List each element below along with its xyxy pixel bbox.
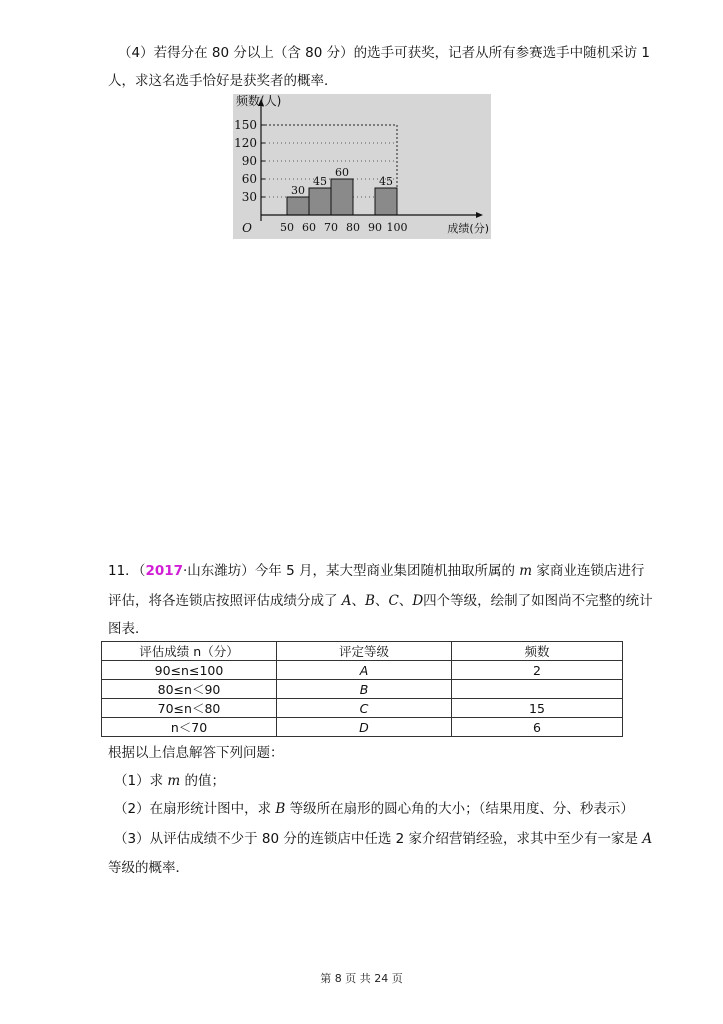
- table-cell: 2: [452, 661, 623, 680]
- x-tick-label: 60: [302, 221, 316, 234]
- x-tick-label: 90: [368, 221, 382, 234]
- table-header: 评估成绩 n（分）: [102, 642, 277, 661]
- table-cell: n＜70: [102, 718, 277, 737]
- grade-table: [101, 641, 623, 737]
- q11-line-1: 11．（2017·山东潍坊）今年 5 月，某大型商业集团随机抽取所属的 m 家商业连锁店进行: [108, 563, 645, 579]
- table-row: [102, 680, 623, 699]
- table-cell: 15: [452, 699, 623, 718]
- y-axis-title: 频数(人): [236, 94, 282, 108]
- y-tick-label: 30: [241, 190, 257, 204]
- histogram-bar: [287, 197, 309, 215]
- x-tick-label: 70: [324, 221, 338, 234]
- x-tick-label: 80: [346, 221, 360, 234]
- q11-part-3-cont: 等级的概率．: [108, 860, 189, 876]
- bar-value-label: 45: [379, 175, 393, 188]
- table-cell: [452, 680, 623, 699]
- q11-intro: 根据以上信息解答下列问题：: [108, 745, 284, 761]
- table-cell: 90≤n≤100: [102, 661, 277, 680]
- page-footer: 第 8 页 共 24 页: [320, 972, 403, 985]
- histogram-bar: [375, 188, 397, 215]
- q11-part-2: （2）在扇形统计图中，求 B 等级所在扇形的圆心角的大小；（结果用度、分、秒表示）: [114, 801, 634, 817]
- q11-line-2: 评估，将各连锁店按照评估成绩分成了 A、B、C、D四个等级，绘制了如图尚不完整的统计: [108, 593, 653, 609]
- table-cell: 70≤n＜80: [102, 699, 277, 718]
- table-row: [102, 699, 623, 718]
- table-header: 评定等级: [277, 642, 452, 661]
- x-tick-label: 100: [386, 221, 408, 234]
- x-axis-arrow: [476, 212, 483, 218]
- x-tick-label: 50: [280, 221, 294, 234]
- y-tick-label: 120: [234, 136, 257, 150]
- table-cell: 80≤n＜90: [102, 680, 277, 699]
- x-axis-title: 成绩(分): [447, 222, 489, 235]
- q11-part-1: （1）求 m 的值；: [114, 773, 225, 789]
- bar-value-label: 60: [335, 166, 349, 179]
- table-cell: B: [277, 680, 452, 699]
- histogram-chart: [233, 94, 491, 239]
- y-tick-label: 60: [241, 172, 257, 186]
- table-cell: 6: [452, 718, 623, 737]
- bar-value-label: 30: [291, 184, 305, 197]
- origin-label: O: [242, 221, 252, 235]
- histogram-bar: [331, 179, 353, 215]
- y-tick-label: 90: [241, 154, 257, 168]
- table-header: 频数: [452, 642, 623, 661]
- table-row: [102, 718, 623, 737]
- table-cell: A: [277, 661, 452, 680]
- y-tick-label: 150: [234, 118, 257, 132]
- q11-line-3: 图表．: [108, 621, 149, 637]
- q4-line-2: 人，求这名选手恰好是获奖者的概率．: [108, 73, 338, 89]
- table-cell: C: [277, 699, 452, 718]
- year-highlight: 2017: [145, 563, 184, 579]
- q11-part-3: （3）从评估成绩不少于 80 分的连锁店中任选 2 家介绍营销经验，求其中至少有一家是 A: [114, 831, 653, 847]
- q4-line-1: （4）若得分在 80 分以上（含 80 分）的选手可获奖，记者从所有参赛选手中随机采访 1: [118, 45, 650, 61]
- bar-value-label: 45: [313, 175, 327, 188]
- histogram-bar: [309, 188, 331, 215]
- table-header-row: [102, 642, 623, 661]
- table-row: [102, 661, 623, 680]
- table-cell: D: [277, 718, 452, 737]
